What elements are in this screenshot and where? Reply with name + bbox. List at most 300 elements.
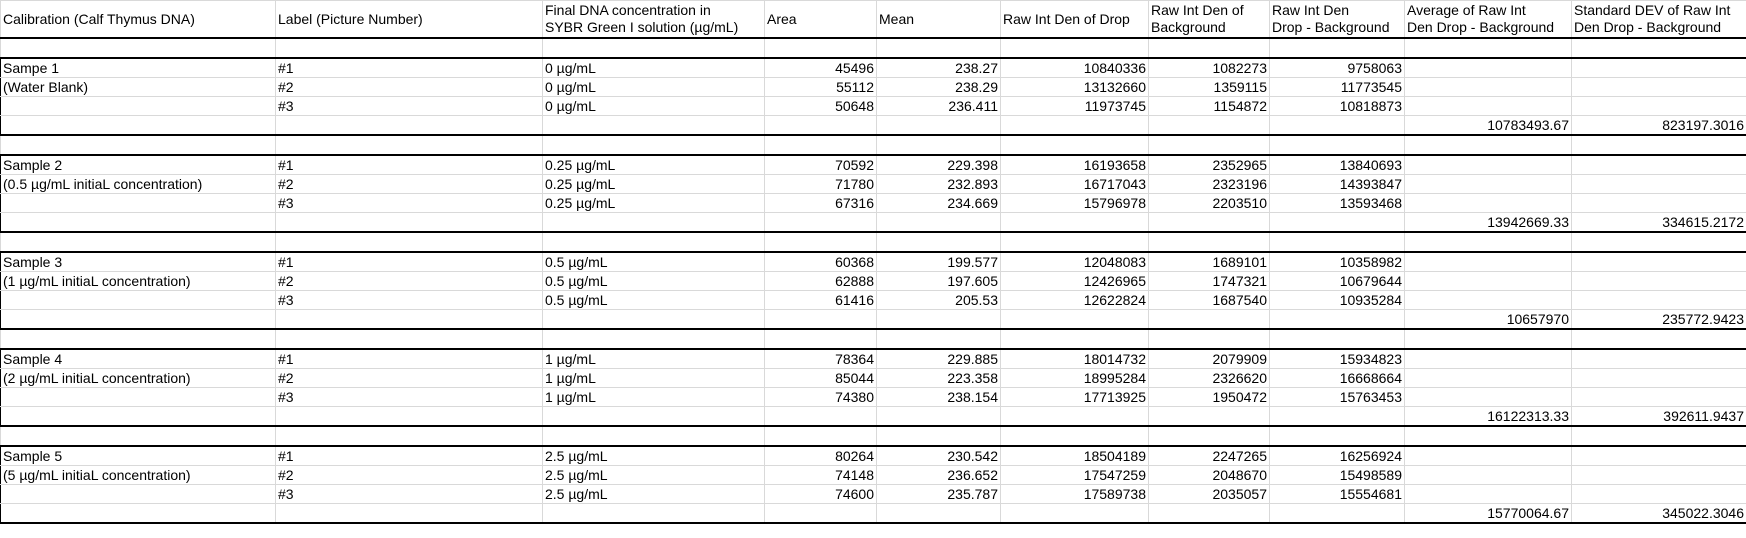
column-header[interactable] bbox=[1, 1, 276, 39]
data-row bbox=[1, 291, 1746, 310]
empty-cell[interactable] bbox=[877, 504, 1001, 524]
cell-text-line: Raw Int Den of Drop bbox=[1003, 10, 1130, 27]
area-cell[interactable]: 61416 bbox=[765, 291, 877, 310]
empty-cell[interactable] bbox=[1001, 329, 1149, 349]
empty-cell[interactable] bbox=[877, 213, 1001, 233]
cell-text-line: Den Drop - Background bbox=[1574, 19, 1722, 35]
empty-cell[interactable] bbox=[1, 310, 276, 330]
empty-cell[interactable] bbox=[276, 38, 543, 58]
mean-cell[interactable]: 234.669 bbox=[877, 194, 1001, 213]
column-header[interactable] bbox=[765, 1, 877, 39]
empty-cell[interactable] bbox=[1270, 310, 1405, 330]
empty-cell[interactable] bbox=[543, 135, 765, 155]
empty-cell[interactable] bbox=[1, 426, 276, 446]
empty-cell[interactable] bbox=[1001, 407, 1149, 427]
average-cell[interactable]: 10657970 bbox=[1405, 310, 1572, 330]
empty-cell[interactable] bbox=[1149, 407, 1270, 427]
average-cell[interactable]: 16122313.33 bbox=[1405, 407, 1572, 427]
empty-cell[interactable] bbox=[1, 97, 276, 116]
empty-cell[interactable] bbox=[1270, 407, 1405, 427]
raw-int-den-background-cell[interactable]: 1689101 bbox=[1149, 252, 1270, 272]
empty-cell[interactable] bbox=[1, 213, 276, 233]
mean-cell[interactable]: 229.885 bbox=[877, 349, 1001, 369]
empty-cell[interactable] bbox=[1572, 329, 1746, 349]
cell-text-line: Area bbox=[767, 10, 797, 27]
empty-cell[interactable] bbox=[877, 426, 1001, 446]
mean-cell[interactable]: 205.53 bbox=[877, 291, 1001, 310]
empty-cell[interactable] bbox=[1405, 194, 1572, 213]
label-cell[interactable]: #1 bbox=[276, 58, 543, 78]
empty-cell[interactable] bbox=[1001, 213, 1149, 233]
std-dev-cell[interactable]: 345022.3046 bbox=[1572, 504, 1746, 524]
concentration-cell[interactable]: 0.25 µg/mL bbox=[543, 155, 765, 175]
cell-text-line: Mean bbox=[879, 10, 915, 27]
summary-row bbox=[1, 310, 1746, 330]
sample-name-cell[interactable]: (0.5 µg/mL initiaL concentration) bbox=[1, 175, 276, 194]
raw-int-den-diff-cell[interactable]: 15498589 bbox=[1270, 466, 1405, 485]
raw-int-den-drop-cell[interactable]: 12622824 bbox=[1001, 291, 1149, 310]
empty-cell[interactable] bbox=[765, 504, 877, 524]
raw-int-den-drop-cell[interactable]: 12048083 bbox=[1001, 252, 1149, 272]
area-cell[interactable]: 70592 bbox=[765, 155, 877, 175]
cell-text-line: Raw Int Den bbox=[1272, 2, 1350, 18]
empty-cell[interactable] bbox=[877, 407, 1001, 427]
spacer-row bbox=[1, 329, 1746, 349]
empty-cell[interactable] bbox=[1405, 329, 1572, 349]
empty-cell[interactable] bbox=[1572, 349, 1746, 369]
empty-cell[interactable] bbox=[1270, 116, 1405, 136]
empty-cell[interactable] bbox=[543, 504, 765, 524]
raw-int-den-drop-cell[interactable]: 17589738 bbox=[1001, 485, 1149, 504]
sample-name-cell[interactable]: (2 µg/mL initiaL concentration) bbox=[1, 369, 276, 388]
std-dev-cell[interactable]: 334615.2172 bbox=[1572, 213, 1746, 233]
area-cell[interactable]: 50648 bbox=[765, 97, 877, 116]
empty-cell[interactable] bbox=[276, 426, 543, 446]
mean-cell[interactable]: 238.27 bbox=[877, 58, 1001, 78]
empty-cell[interactable] bbox=[1405, 466, 1572, 485]
raw-int-den-drop-cell[interactable]: 17547259 bbox=[1001, 466, 1149, 485]
concentration-cell[interactable]: 0 µg/mL bbox=[543, 78, 765, 97]
cell-text-line: Background bbox=[1151, 19, 1226, 35]
empty-cell[interactable] bbox=[1405, 97, 1572, 116]
sample-name-cell[interactable]: (5 µg/mL initiaL concentration) bbox=[1, 466, 276, 485]
column-header[interactable] bbox=[1001, 1, 1149, 39]
area-cell[interactable]: 71780 bbox=[765, 175, 877, 194]
column-header[interactable] bbox=[877, 1, 1001, 39]
empty-cell[interactable] bbox=[1270, 38, 1405, 58]
raw-int-den-background-cell[interactable]: 2079909 bbox=[1149, 349, 1270, 369]
cell-text-line: Calibration (Calf Thymus DNA) bbox=[3, 10, 195, 27]
empty-cell[interactable] bbox=[1572, 97, 1746, 116]
empty-cell[interactable] bbox=[1149, 116, 1270, 136]
raw-int-den-diff-cell[interactable]: 10818873 bbox=[1270, 97, 1405, 116]
data-row bbox=[1, 252, 1746, 272]
column-header[interactable] bbox=[276, 1, 543, 39]
empty-cell[interactable] bbox=[1, 194, 276, 213]
concentration-cell[interactable]: 0.5 µg/mL bbox=[543, 252, 765, 272]
empty-cell[interactable] bbox=[1572, 78, 1746, 97]
empty-cell[interactable] bbox=[877, 232, 1001, 252]
empty-cell[interactable] bbox=[1405, 388, 1572, 407]
concentration-cell[interactable]: 2.5 µg/mL bbox=[543, 466, 765, 485]
concentration-cell[interactable]: 2.5 µg/mL bbox=[543, 485, 765, 504]
column-header[interactable] bbox=[1405, 1, 1572, 39]
empty-cell[interactable] bbox=[1405, 232, 1572, 252]
empty-cell[interactable] bbox=[1572, 369, 1746, 388]
data-row bbox=[1, 272, 1746, 291]
raw-int-den-drop-cell[interactable]: 16717043 bbox=[1001, 175, 1149, 194]
empty-cell[interactable] bbox=[1405, 38, 1572, 58]
raw-int-den-background-cell[interactable]: 2352965 bbox=[1149, 155, 1270, 175]
data-row bbox=[1, 58, 1746, 78]
empty-cell[interactable] bbox=[1572, 388, 1746, 407]
data-row bbox=[1, 97, 1746, 116]
empty-cell[interactable] bbox=[1405, 369, 1572, 388]
sample-name-cell[interactable]: Sampe 1 bbox=[1, 58, 276, 78]
empty-cell[interactable] bbox=[1572, 252, 1746, 272]
data-row bbox=[1, 194, 1746, 213]
empty-cell[interactable] bbox=[1572, 485, 1746, 504]
label-cell[interactable]: #3 bbox=[276, 194, 543, 213]
empty-cell[interactable] bbox=[1405, 78, 1572, 97]
raw-int-den-drop-cell[interactable]: 11973745 bbox=[1001, 97, 1149, 116]
empty-cell[interactable] bbox=[1, 291, 276, 310]
raw-int-den-drop-cell[interactable]: 18995284 bbox=[1001, 369, 1149, 388]
empty-cell[interactable] bbox=[543, 407, 765, 427]
empty-cell[interactable] bbox=[1, 135, 276, 155]
label-cell[interactable]: #2 bbox=[276, 175, 543, 194]
raw-int-den-background-cell[interactable]: 2326620 bbox=[1149, 369, 1270, 388]
raw-int-den-background-cell[interactable]: 2035057 bbox=[1149, 485, 1270, 504]
empty-cell[interactable] bbox=[877, 310, 1001, 330]
empty-cell[interactable] bbox=[1001, 232, 1149, 252]
data-row bbox=[1, 446, 1746, 466]
empty-cell[interactable] bbox=[276, 504, 543, 524]
empty-cell[interactable] bbox=[1572, 446, 1746, 466]
raw-int-den-diff-cell[interactable]: 10358982 bbox=[1270, 252, 1405, 272]
empty-cell[interactable] bbox=[276, 407, 543, 427]
empty-cell[interactable] bbox=[543, 116, 765, 136]
empty-cell[interactable] bbox=[1270, 329, 1405, 349]
empty-cell[interactable] bbox=[1405, 155, 1572, 175]
empty-cell[interactable] bbox=[1405, 426, 1572, 446]
empty-cell[interactable] bbox=[543, 426, 765, 446]
concentration-cell[interactable]: 0.5 µg/mL bbox=[543, 291, 765, 310]
cell-text-line: Label (Picture Number) bbox=[278, 10, 423, 27]
empty-cell[interactable] bbox=[276, 232, 543, 252]
raw-int-den-diff-cell[interactable]: 9758063 bbox=[1270, 58, 1405, 78]
empty-cell[interactable] bbox=[1001, 116, 1149, 136]
raw-int-den-background-cell[interactable]: 2203510 bbox=[1149, 194, 1270, 213]
empty-cell[interactable] bbox=[276, 310, 543, 330]
raw-int-den-background-cell[interactable]: 1687540 bbox=[1149, 291, 1270, 310]
raw-int-den-diff-cell[interactable]: 14393847 bbox=[1270, 175, 1405, 194]
empty-cell[interactable] bbox=[1, 504, 276, 524]
empty-cell[interactable] bbox=[1149, 135, 1270, 155]
empty-cell[interactable] bbox=[1405, 252, 1572, 272]
raw-int-den-background-cell[interactable]: 2323196 bbox=[1149, 175, 1270, 194]
summary-row bbox=[1, 213, 1746, 233]
area-cell[interactable]: 60368 bbox=[765, 252, 877, 272]
area-cell[interactable]: 74380 bbox=[765, 388, 877, 407]
summary-row bbox=[1, 407, 1746, 427]
raw-int-den-background-cell[interactable]: 1154872 bbox=[1149, 97, 1270, 116]
average-cell[interactable]: 10783493.67 bbox=[1405, 116, 1572, 136]
cell-text-line: Drop - Background bbox=[1272, 19, 1390, 35]
empty-cell[interactable] bbox=[765, 329, 877, 349]
spacer-row bbox=[1, 232, 1746, 252]
raw-int-den-diff-cell[interactable]: 13840693 bbox=[1270, 155, 1405, 175]
empty-cell[interactable] bbox=[1572, 155, 1746, 175]
empty-cell[interactable] bbox=[765, 232, 877, 252]
empty-cell[interactable] bbox=[1572, 58, 1746, 78]
concentration-cell[interactable]: 0 µg/mL bbox=[543, 58, 765, 78]
empty-cell[interactable] bbox=[1, 329, 276, 349]
empty-cell[interactable] bbox=[765, 213, 877, 233]
empty-cell[interactable] bbox=[1270, 213, 1405, 233]
concentration-cell[interactable]: 0.5 µg/mL bbox=[543, 272, 765, 291]
mean-cell[interactable]: 236.411 bbox=[877, 97, 1001, 116]
mean-cell[interactable]: 230.542 bbox=[877, 446, 1001, 466]
std-dev-cell[interactable]: 392611.9437 bbox=[1572, 407, 1746, 427]
empty-cell[interactable] bbox=[543, 38, 765, 58]
area-cell[interactable]: 45496 bbox=[765, 58, 877, 78]
empty-cell[interactable] bbox=[1405, 135, 1572, 155]
raw-int-den-background-cell[interactable]: 2247265 bbox=[1149, 446, 1270, 466]
label-cell[interactable]: #2 bbox=[276, 369, 543, 388]
raw-int-den-diff-cell[interactable]: 16256924 bbox=[1270, 446, 1405, 466]
raw-int-den-diff-cell[interactable]: 13593468 bbox=[1270, 194, 1405, 213]
column-header[interactable] bbox=[1149, 1, 1270, 39]
mean-cell[interactable]: 199.577 bbox=[877, 252, 1001, 272]
empty-cell[interactable] bbox=[877, 116, 1001, 136]
empty-cell[interactable] bbox=[1572, 466, 1746, 485]
sample-name-cell[interactable]: (1 µg/mL initiaL concentration) bbox=[1, 272, 276, 291]
column-header[interactable] bbox=[543, 1, 765, 39]
empty-cell[interactable] bbox=[1149, 426, 1270, 446]
raw-int-den-drop-cell[interactable]: 16193658 bbox=[1001, 155, 1149, 175]
area-cell[interactable]: 74600 bbox=[765, 485, 877, 504]
empty-cell[interactable] bbox=[1, 388, 276, 407]
data-row bbox=[1, 78, 1746, 97]
empty-cell[interactable] bbox=[1001, 504, 1149, 524]
spacer-row bbox=[1, 135, 1746, 155]
empty-cell[interactable] bbox=[1572, 272, 1746, 291]
empty-cell[interactable] bbox=[877, 329, 1001, 349]
sample-name-cell[interactable]: Sample 2 bbox=[1, 155, 276, 175]
label-cell[interactable]: #1 bbox=[276, 349, 543, 369]
empty-cell[interactable] bbox=[276, 116, 543, 136]
empty-cell[interactable] bbox=[1572, 232, 1746, 252]
raw-int-den-drop-cell[interactable]: 17713925 bbox=[1001, 388, 1149, 407]
empty-cell[interactable] bbox=[543, 232, 765, 252]
empty-cell[interactable] bbox=[1001, 426, 1149, 446]
mean-cell[interactable]: 197.605 bbox=[877, 272, 1001, 291]
raw-int-den-drop-cell[interactable]: 10840336 bbox=[1001, 58, 1149, 78]
data-row bbox=[1, 369, 1746, 388]
label-cell[interactable]: #3 bbox=[276, 485, 543, 504]
area-cell[interactable]: 80264 bbox=[765, 446, 877, 466]
area-cell[interactable]: 55112 bbox=[765, 78, 877, 97]
area-cell[interactable]: 62888 bbox=[765, 272, 877, 291]
empty-cell[interactable] bbox=[765, 310, 877, 330]
empty-cell[interactable] bbox=[1149, 38, 1270, 58]
mean-cell[interactable]: 235.787 bbox=[877, 485, 1001, 504]
raw-int-den-diff-cell[interactable]: 10935284 bbox=[1270, 291, 1405, 310]
mean-cell[interactable]: 238.154 bbox=[877, 388, 1001, 407]
spacer-row bbox=[1, 38, 1746, 58]
raw-int-den-diff-cell[interactable]: 15934823 bbox=[1270, 349, 1405, 369]
raw-int-den-diff-cell[interactable]: 15554681 bbox=[1270, 485, 1405, 504]
empty-cell[interactable] bbox=[1, 38, 276, 58]
summary-row bbox=[1, 116, 1746, 136]
average-cell[interactable]: 13942669.33 bbox=[1405, 213, 1572, 233]
label-cell[interactable]: #1 bbox=[276, 252, 543, 272]
empty-cell[interactable] bbox=[1270, 504, 1405, 524]
empty-cell[interactable] bbox=[1270, 426, 1405, 446]
empty-cell[interactable] bbox=[1405, 291, 1572, 310]
raw-int-den-drop-cell[interactable]: 18504189 bbox=[1001, 446, 1149, 466]
sample-name-cell[interactable]: (Water Blank) bbox=[1, 78, 276, 97]
empty-cell[interactable] bbox=[1405, 446, 1572, 466]
empty-cell[interactable] bbox=[1405, 485, 1572, 504]
empty-cell[interactable] bbox=[765, 38, 877, 58]
sample-name-cell[interactable]: Sample 3 bbox=[1, 252, 276, 272]
raw-int-den-drop-cell[interactable]: 18014732 bbox=[1001, 349, 1149, 369]
label-cell[interactable]: #3 bbox=[276, 97, 543, 116]
empty-cell[interactable] bbox=[765, 116, 877, 136]
empty-cell[interactable] bbox=[1572, 38, 1746, 58]
column-header[interactable] bbox=[1270, 1, 1405, 39]
empty-cell[interactable] bbox=[877, 135, 1001, 155]
area-cell[interactable]: 85044 bbox=[765, 369, 877, 388]
cell-text-line: Standard DEV of Raw Int bbox=[1574, 2, 1731, 18]
empty-cell[interactable] bbox=[1001, 38, 1149, 58]
label-cell[interactable]: #3 bbox=[276, 291, 543, 310]
std-dev-cell[interactable]: 823197.3016 bbox=[1572, 116, 1746, 136]
cell-text-line: Den Drop - Background bbox=[1407, 19, 1555, 35]
cell-text-line: SYBR Green I solution (µg/mL) bbox=[545, 19, 739, 35]
empty-cell[interactable] bbox=[276, 213, 543, 233]
label-cell[interactable]: #2 bbox=[276, 272, 543, 291]
concentration-cell[interactable]: 1 µg/mL bbox=[543, 349, 765, 369]
mean-cell[interactable]: 229.398 bbox=[877, 155, 1001, 175]
summary-row bbox=[1, 504, 1746, 524]
raw-int-den-drop-cell[interactable]: 15796978 bbox=[1001, 194, 1149, 213]
std-dev-cell[interactable]: 235772.9423 bbox=[1572, 310, 1746, 330]
empty-cell[interactable] bbox=[1572, 194, 1746, 213]
mean-cell[interactable]: 238.29 bbox=[877, 78, 1001, 97]
data-row bbox=[1, 466, 1746, 485]
data-row bbox=[1, 155, 1746, 175]
empty-cell[interactable] bbox=[543, 213, 765, 233]
empty-cell[interactable] bbox=[1405, 175, 1572, 194]
mean-cell[interactable]: 223.358 bbox=[877, 369, 1001, 388]
raw-int-den-background-cell[interactable]: 1082273 bbox=[1149, 58, 1270, 78]
concentration-cell[interactable]: 0.25 µg/mL bbox=[543, 175, 765, 194]
empty-cell[interactable] bbox=[276, 329, 543, 349]
empty-cell[interactable] bbox=[1270, 135, 1405, 155]
area-cell[interactable]: 74148 bbox=[765, 466, 877, 485]
label-cell[interactable]: #2 bbox=[276, 78, 543, 97]
cell-text-line: Average of Raw Int bbox=[1407, 2, 1526, 18]
empty-cell[interactable] bbox=[1405, 349, 1572, 369]
label-cell[interactable]: #1 bbox=[276, 446, 543, 466]
raw-int-den-background-cell[interactable]: 1950472 bbox=[1149, 388, 1270, 407]
data-row bbox=[1, 388, 1746, 407]
sample-name-cell[interactable]: Sample 4 bbox=[1, 349, 276, 369]
cell-text-line: Final DNA concentration in bbox=[545, 2, 711, 18]
data-row bbox=[1, 175, 1746, 194]
mean-cell[interactable]: 236.652 bbox=[877, 466, 1001, 485]
mean-cell[interactable]: 232.893 bbox=[877, 175, 1001, 194]
raw-int-den-diff-cell[interactable]: 15763453 bbox=[1270, 388, 1405, 407]
empty-cell[interactable] bbox=[1, 485, 276, 504]
label-cell[interactable]: #2 bbox=[276, 466, 543, 485]
empty-cell[interactable] bbox=[1, 116, 276, 136]
empty-cell[interactable] bbox=[1001, 135, 1149, 155]
concentration-cell[interactable]: 1 µg/mL bbox=[543, 388, 765, 407]
empty-cell[interactable] bbox=[1572, 175, 1746, 194]
area-cell[interactable]: 78364 bbox=[765, 349, 877, 369]
label-cell[interactable]: #3 bbox=[276, 388, 543, 407]
raw-int-den-diff-cell[interactable]: 16668664 bbox=[1270, 369, 1405, 388]
empty-cell[interactable] bbox=[1572, 426, 1746, 446]
raw-int-den-drop-cell[interactable]: 13132660 bbox=[1001, 78, 1149, 97]
empty-cell[interactable] bbox=[1270, 232, 1405, 252]
empty-cell[interactable] bbox=[1149, 329, 1270, 349]
header-row bbox=[1, 1, 1746, 39]
empty-cell[interactable] bbox=[1405, 58, 1572, 78]
empty-cell[interactable] bbox=[1149, 232, 1270, 252]
concentration-cell[interactable]: 2.5 µg/mL bbox=[543, 446, 765, 466]
sample-name-cell[interactable]: Sample 5 bbox=[1, 446, 276, 466]
empty-cell[interactable] bbox=[877, 38, 1001, 58]
raw-int-den-background-cell[interactable]: 1747321 bbox=[1149, 272, 1270, 291]
data-row bbox=[1, 349, 1746, 369]
empty-cell[interactable] bbox=[1149, 504, 1270, 524]
concentration-cell[interactable]: 1 µg/mL bbox=[543, 369, 765, 388]
empty-cell[interactable] bbox=[1572, 135, 1746, 155]
label-cell[interactable]: #1 bbox=[276, 155, 543, 175]
empty-cell[interactable] bbox=[765, 426, 877, 446]
concentration-cell[interactable]: 0 µg/mL bbox=[543, 97, 765, 116]
empty-cell[interactable] bbox=[765, 407, 877, 427]
empty-cell[interactable] bbox=[1149, 213, 1270, 233]
empty-cell[interactable] bbox=[1, 407, 276, 427]
data-row bbox=[1, 485, 1746, 504]
area-cell[interactable]: 67316 bbox=[765, 194, 877, 213]
column-header[interactable] bbox=[1572, 1, 1746, 39]
raw-int-den-diff-cell[interactable]: 10679644 bbox=[1270, 272, 1405, 291]
empty-cell[interactable] bbox=[1149, 310, 1270, 330]
average-cell[interactable]: 15770064.67 bbox=[1405, 504, 1572, 524]
cell-text-line: Raw Int Den of bbox=[1151, 2, 1244, 18]
empty-cell[interactable] bbox=[543, 329, 765, 349]
empty-cell[interactable] bbox=[1572, 291, 1746, 310]
empty-cell[interactable] bbox=[1, 232, 276, 252]
empty-cell[interactable] bbox=[276, 135, 543, 155]
concentration-cell[interactable]: 0.25 µg/mL bbox=[543, 194, 765, 213]
raw-int-den-background-cell[interactable]: 2048670 bbox=[1149, 466, 1270, 485]
empty-cell[interactable] bbox=[1001, 310, 1149, 330]
raw-int-den-diff-cell[interactable]: 11773545 bbox=[1270, 78, 1405, 97]
empty-cell[interactable] bbox=[1405, 272, 1572, 291]
raw-int-den-background-cell[interactable]: 1359115 bbox=[1149, 78, 1270, 97]
empty-cell[interactable] bbox=[543, 310, 765, 330]
empty-cell[interactable] bbox=[765, 135, 877, 155]
raw-int-den-drop-cell[interactable]: 12426965 bbox=[1001, 272, 1149, 291]
